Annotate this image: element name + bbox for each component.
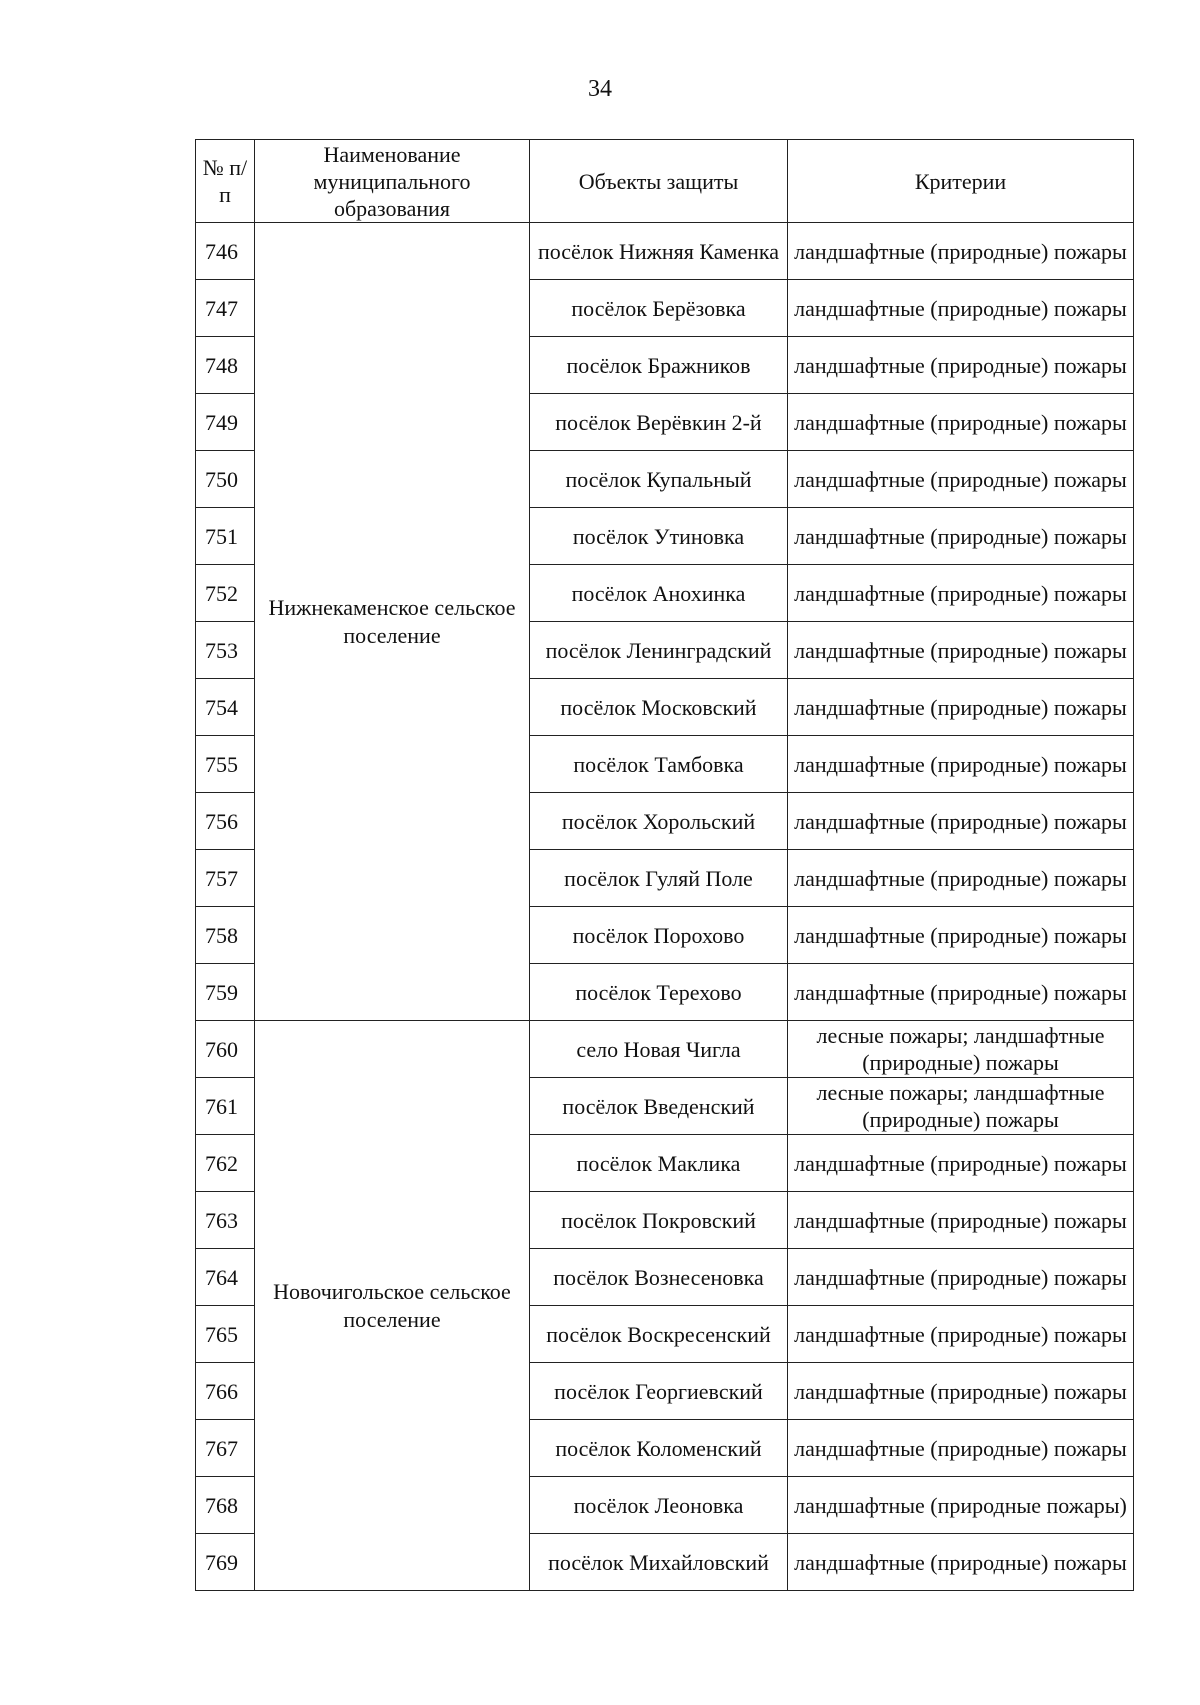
page-number: 34 bbox=[588, 76, 612, 102]
protection-object: посёлок Московский bbox=[530, 679, 788, 736]
criteria-value: ландшафтные (природные) пожары bbox=[788, 508, 1134, 565]
header-municipality: Наименование муниципального образования bbox=[255, 140, 530, 223]
table-body bbox=[196, 223, 1134, 1591]
protection-object: посёлок Коломенский bbox=[530, 1420, 788, 1477]
criteria-value: ландшафтные (природные) пожары bbox=[788, 337, 1134, 394]
criteria-value: ландшафтные (природные) пожары bbox=[788, 1192, 1134, 1249]
criteria-value: ландшафтные (природные) пожары bbox=[788, 451, 1134, 508]
criteria-value: ландшафтные (природные) пожары bbox=[788, 1534, 1134, 1591]
criteria-value: ландшафтные (природные) пожары bbox=[788, 793, 1134, 850]
row-number: 747 bbox=[196, 280, 255, 337]
table-header bbox=[196, 140, 1134, 223]
row-number: 752 bbox=[196, 565, 255, 622]
criteria-value: ландшафтные (природные) пожары bbox=[788, 280, 1134, 337]
protection-object: посёлок Леоновка bbox=[530, 1477, 788, 1534]
protection-object: посёлок Бражников bbox=[530, 337, 788, 394]
protection-object: посёлок Порохово bbox=[530, 907, 788, 964]
protection-object: посёлок Георгиевский bbox=[530, 1363, 788, 1420]
criteria-value: ландшафтные (природные) пожары bbox=[788, 565, 1134, 622]
criteria-value: ландшафтные (природные) пожары bbox=[788, 907, 1134, 964]
criteria-value: ландшафтные (природные пожары) bbox=[788, 1477, 1134, 1534]
row-number: 755 bbox=[196, 736, 255, 793]
criteria-value: ландшафтные (природные) пожары bbox=[788, 622, 1134, 679]
protection-object: посёлок Хорольский bbox=[530, 793, 788, 850]
row-number: 760 bbox=[196, 1021, 255, 1078]
municipality-name: Нижнекаменское сельское поселение bbox=[255, 223, 530, 1021]
protection-object: посёлок Тамбовка bbox=[530, 736, 788, 793]
protection-object: посёлок Купальный bbox=[530, 451, 788, 508]
protection-objects-table bbox=[195, 139, 1134, 1591]
row-number: 769 bbox=[196, 1534, 255, 1591]
header-objects: Объекты защиты bbox=[530, 140, 788, 223]
criteria-value: ландшафтные (природные) пожары bbox=[788, 223, 1134, 280]
protection-object: посёлок Вознесеновка bbox=[530, 1249, 788, 1306]
criteria-value: ландшафтные (природные) пожары bbox=[788, 679, 1134, 736]
protection-object: посёлок Терехово bbox=[530, 964, 788, 1021]
criteria-value: ландшафтные (природные) пожары bbox=[788, 394, 1134, 451]
criteria-value: ландшафтные (природные) пожары bbox=[788, 850, 1134, 907]
row-number: 751 bbox=[196, 508, 255, 565]
criteria-value: ландшафтные (природные) пожары bbox=[788, 1249, 1134, 1306]
criteria-value: ландшафтные (природные) пожары bbox=[788, 1363, 1134, 1420]
row-number: 748 bbox=[196, 337, 255, 394]
row-number: 749 bbox=[196, 394, 255, 451]
protection-object: посёлок Ленинградский bbox=[530, 622, 788, 679]
row-number: 759 bbox=[196, 964, 255, 1021]
row-number: 758 bbox=[196, 907, 255, 964]
criteria-value: ландшафтные (природные) пожары bbox=[788, 1306, 1134, 1363]
row-number: 763 bbox=[196, 1192, 255, 1249]
criteria-value: ландшафтные (природные) пожары bbox=[788, 1420, 1134, 1477]
criteria-value: ландшафтные (природные) пожары bbox=[788, 1135, 1134, 1192]
protection-object: посёлок Утиновка bbox=[530, 508, 788, 565]
criteria-value: ландшафтные (природные) пожары bbox=[788, 964, 1134, 1021]
protection-object: посёлок Покровский bbox=[530, 1192, 788, 1249]
protection-object: посёлок Берёзовка bbox=[530, 280, 788, 337]
criteria-value: лесные пожары; ландшафтные (природные) пожары bbox=[788, 1021, 1134, 1078]
municipality-name: Новочигольское сельское поселение bbox=[255, 1021, 530, 1591]
row-number: 761 bbox=[196, 1078, 255, 1135]
row-number: 750 bbox=[196, 451, 255, 508]
row-number: 746 bbox=[196, 223, 255, 280]
protection-object: село Новая Чигла bbox=[530, 1021, 788, 1078]
row-number: 754 bbox=[196, 679, 255, 736]
protection-object: посёлок Гуляй Поле bbox=[530, 850, 788, 907]
protection-object: посёлок Михайловский bbox=[530, 1534, 788, 1591]
row-number: 765 bbox=[196, 1306, 255, 1363]
criteria-value: ландшафтные (природные) пожары bbox=[788, 736, 1134, 793]
row-number: 767 bbox=[196, 1420, 255, 1477]
header-row bbox=[196, 140, 1134, 223]
header-criteria: Критерии bbox=[788, 140, 1134, 223]
header-num: № п/п bbox=[196, 140, 255, 223]
protection-object: посёлок Нижняя Каменка bbox=[530, 223, 788, 280]
criteria-value: лесные пожары; ландшафтные (природные) пожары bbox=[788, 1078, 1134, 1135]
row-number: 762 bbox=[196, 1135, 255, 1192]
protection-object: посёлок Маклика bbox=[530, 1135, 788, 1192]
row-number: 753 bbox=[196, 622, 255, 679]
row-number: 756 bbox=[196, 793, 255, 850]
protection-object: посёлок Анохинка bbox=[530, 565, 788, 622]
protection-object: посёлок Введенский bbox=[530, 1078, 788, 1135]
row-number: 757 bbox=[196, 850, 255, 907]
table-row bbox=[196, 223, 1134, 280]
protection-object: посёлок Верёвкин 2-й bbox=[530, 394, 788, 451]
row-number: 764 bbox=[196, 1249, 255, 1306]
row-number: 766 bbox=[196, 1363, 255, 1420]
table-row bbox=[196, 1021, 1134, 1078]
row-number: 768 bbox=[196, 1477, 255, 1534]
protection-object: посёлок Воскресенский bbox=[530, 1306, 788, 1363]
